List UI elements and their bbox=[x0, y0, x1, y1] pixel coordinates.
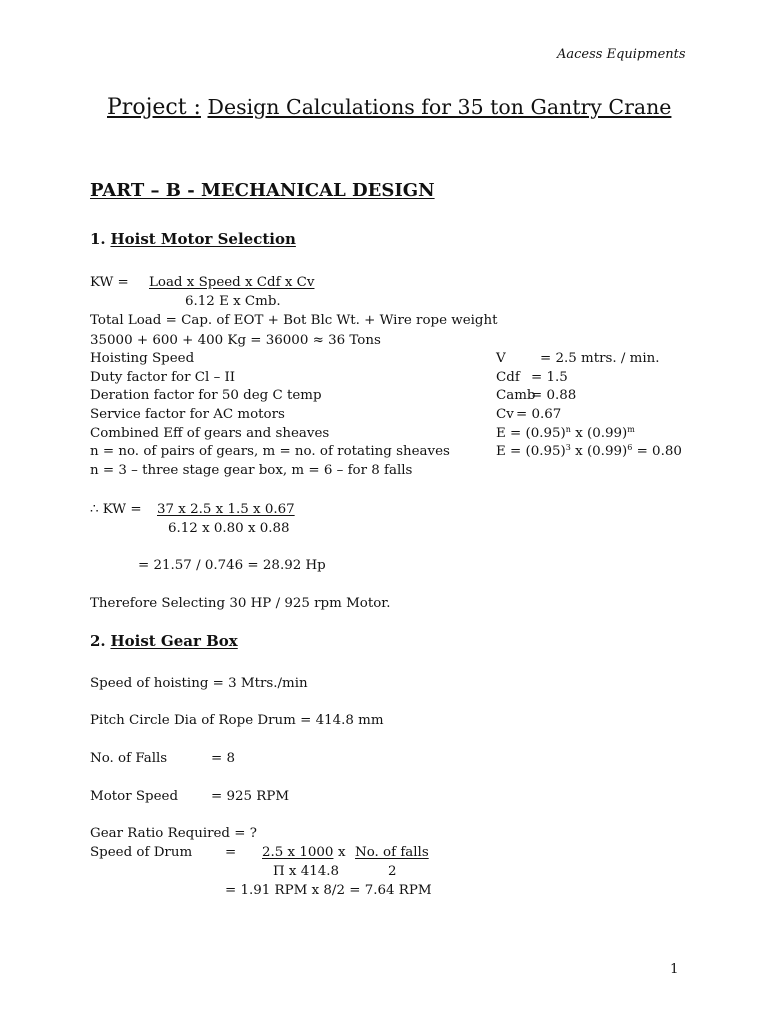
falls-value: = 8 bbox=[211, 751, 235, 766]
kw-calc-numerator: 37 x 2.5 x 1.5 x 0.67 bbox=[157, 502, 295, 517]
kw-calc-result: = 21.57 / 0.746 = 28.92 Hp bbox=[138, 558, 326, 573]
param-symbol: V bbox=[496, 351, 506, 366]
drum-speed-denominator-1: Π x 414.8 bbox=[273, 864, 340, 879]
gear-pairs-label: n = no. of pairs of gears, m = no. of rotating sheaves bbox=[90, 444, 450, 459]
kw-formula-numerator: Load x Speed x Cdf x Cv bbox=[149, 275, 315, 290]
param-value: = 0.88 bbox=[531, 388, 577, 403]
param-symbol: Cv bbox=[496, 407, 514, 422]
part-heading: PART – B - MECHANICAL DESIGN bbox=[90, 180, 435, 201]
kw-calc-denominator: 6.12 x 0.80 x 0.88 bbox=[168, 521, 290, 536]
total-load-line: Total Load = Cap. of EOT + Bot Blc Wt. + Wire rope weight bbox=[90, 313, 498, 328]
total-load-values: 35000 + 600 + 400 Kg = 36000 ≈ 36 Tons bbox=[90, 333, 381, 348]
gear-pairs-values: n = 3 – three stage gear box, m = 6 – for 8 falls bbox=[90, 463, 413, 478]
page-title bbox=[107, 97, 671, 119]
param-value: = 2.5 mtrs. / min. bbox=[540, 351, 660, 366]
param-symbol: Cdf bbox=[496, 370, 520, 385]
hoisting-speed-line: Speed of hoisting = 3 Mtrs./min bbox=[90, 676, 308, 691]
kw-formula-denominator: 6.12 E x Cmb. bbox=[185, 294, 281, 309]
param-value: = 0.67 bbox=[516, 407, 562, 422]
param-label: Duty factor for Cl – II bbox=[90, 370, 236, 385]
drum-speed-equals: = bbox=[225, 845, 237, 860]
kw-calc-lhs: ∴ KW = bbox=[90, 502, 142, 517]
efficiency-label: Combined Eff of gears and sheaves bbox=[90, 426, 330, 441]
drum-speed-numerator-1: 2.5 x 1000 bbox=[262, 845, 334, 860]
gear-ratio-line: Gear Ratio Required = ? bbox=[90, 826, 257, 841]
param-label: Hoisting Speed bbox=[90, 351, 195, 366]
section1-number: 1. bbox=[90, 230, 106, 248]
title-project-label: Project : bbox=[107, 95, 201, 120]
param-label: Service factor for AC motors bbox=[90, 407, 285, 422]
page-number: 1 bbox=[670, 962, 679, 977]
section1-heading bbox=[90, 232, 296, 247]
drum-speed-numerator-2: No. of falls bbox=[355, 845, 429, 860]
efficiency-calculated: $E = (0.95)^3$ x $(0.99)^6 = 0.80$ bbox=[496, 443, 682, 459]
kw-formula-lhs: KW = bbox=[90, 275, 129, 290]
company-header: Aacess Equipments bbox=[557, 47, 686, 62]
drum-diameter-line: Pitch Circle Dia of Rope Drum = 414.8 mm bbox=[90, 713, 384, 728]
falls-label: No. of Falls bbox=[90, 751, 168, 766]
param-value: = 1.5 bbox=[531, 370, 568, 385]
motor-speed-label: Motor Speed bbox=[90, 789, 179, 804]
section1-title: Hoist Motor Selection bbox=[110, 230, 296, 248]
param-symbol: Camb bbox=[496, 388, 536, 403]
section2-heading bbox=[90, 634, 238, 649]
drum-speed-times: x bbox=[338, 845, 346, 860]
efficiency-expression: $E = (0.95)^n$ x $(0.99)^m$ bbox=[496, 425, 635, 441]
param-label: Deration factor for 50 deg C temp bbox=[90, 388, 322, 403]
section2-title: Hoist Gear Box bbox=[110, 632, 238, 650]
title-text: Design Calculations for 35 ton Gantry Crane bbox=[207, 95, 672, 119]
section2-number: 2. bbox=[90, 632, 106, 650]
motor-selection-conclusion: Therefore Selecting 30 HP / 925 rpm Motor. bbox=[90, 596, 391, 611]
motor-speed-value: = 925 RPM bbox=[211, 789, 290, 804]
drum-speed-result: = 1.91 RPM x 8/2 = 7.64 RPM bbox=[225, 883, 432, 898]
drum-speed-denominator-2: 2 bbox=[388, 864, 397, 879]
drum-speed-label: Speed of Drum bbox=[90, 845, 193, 860]
